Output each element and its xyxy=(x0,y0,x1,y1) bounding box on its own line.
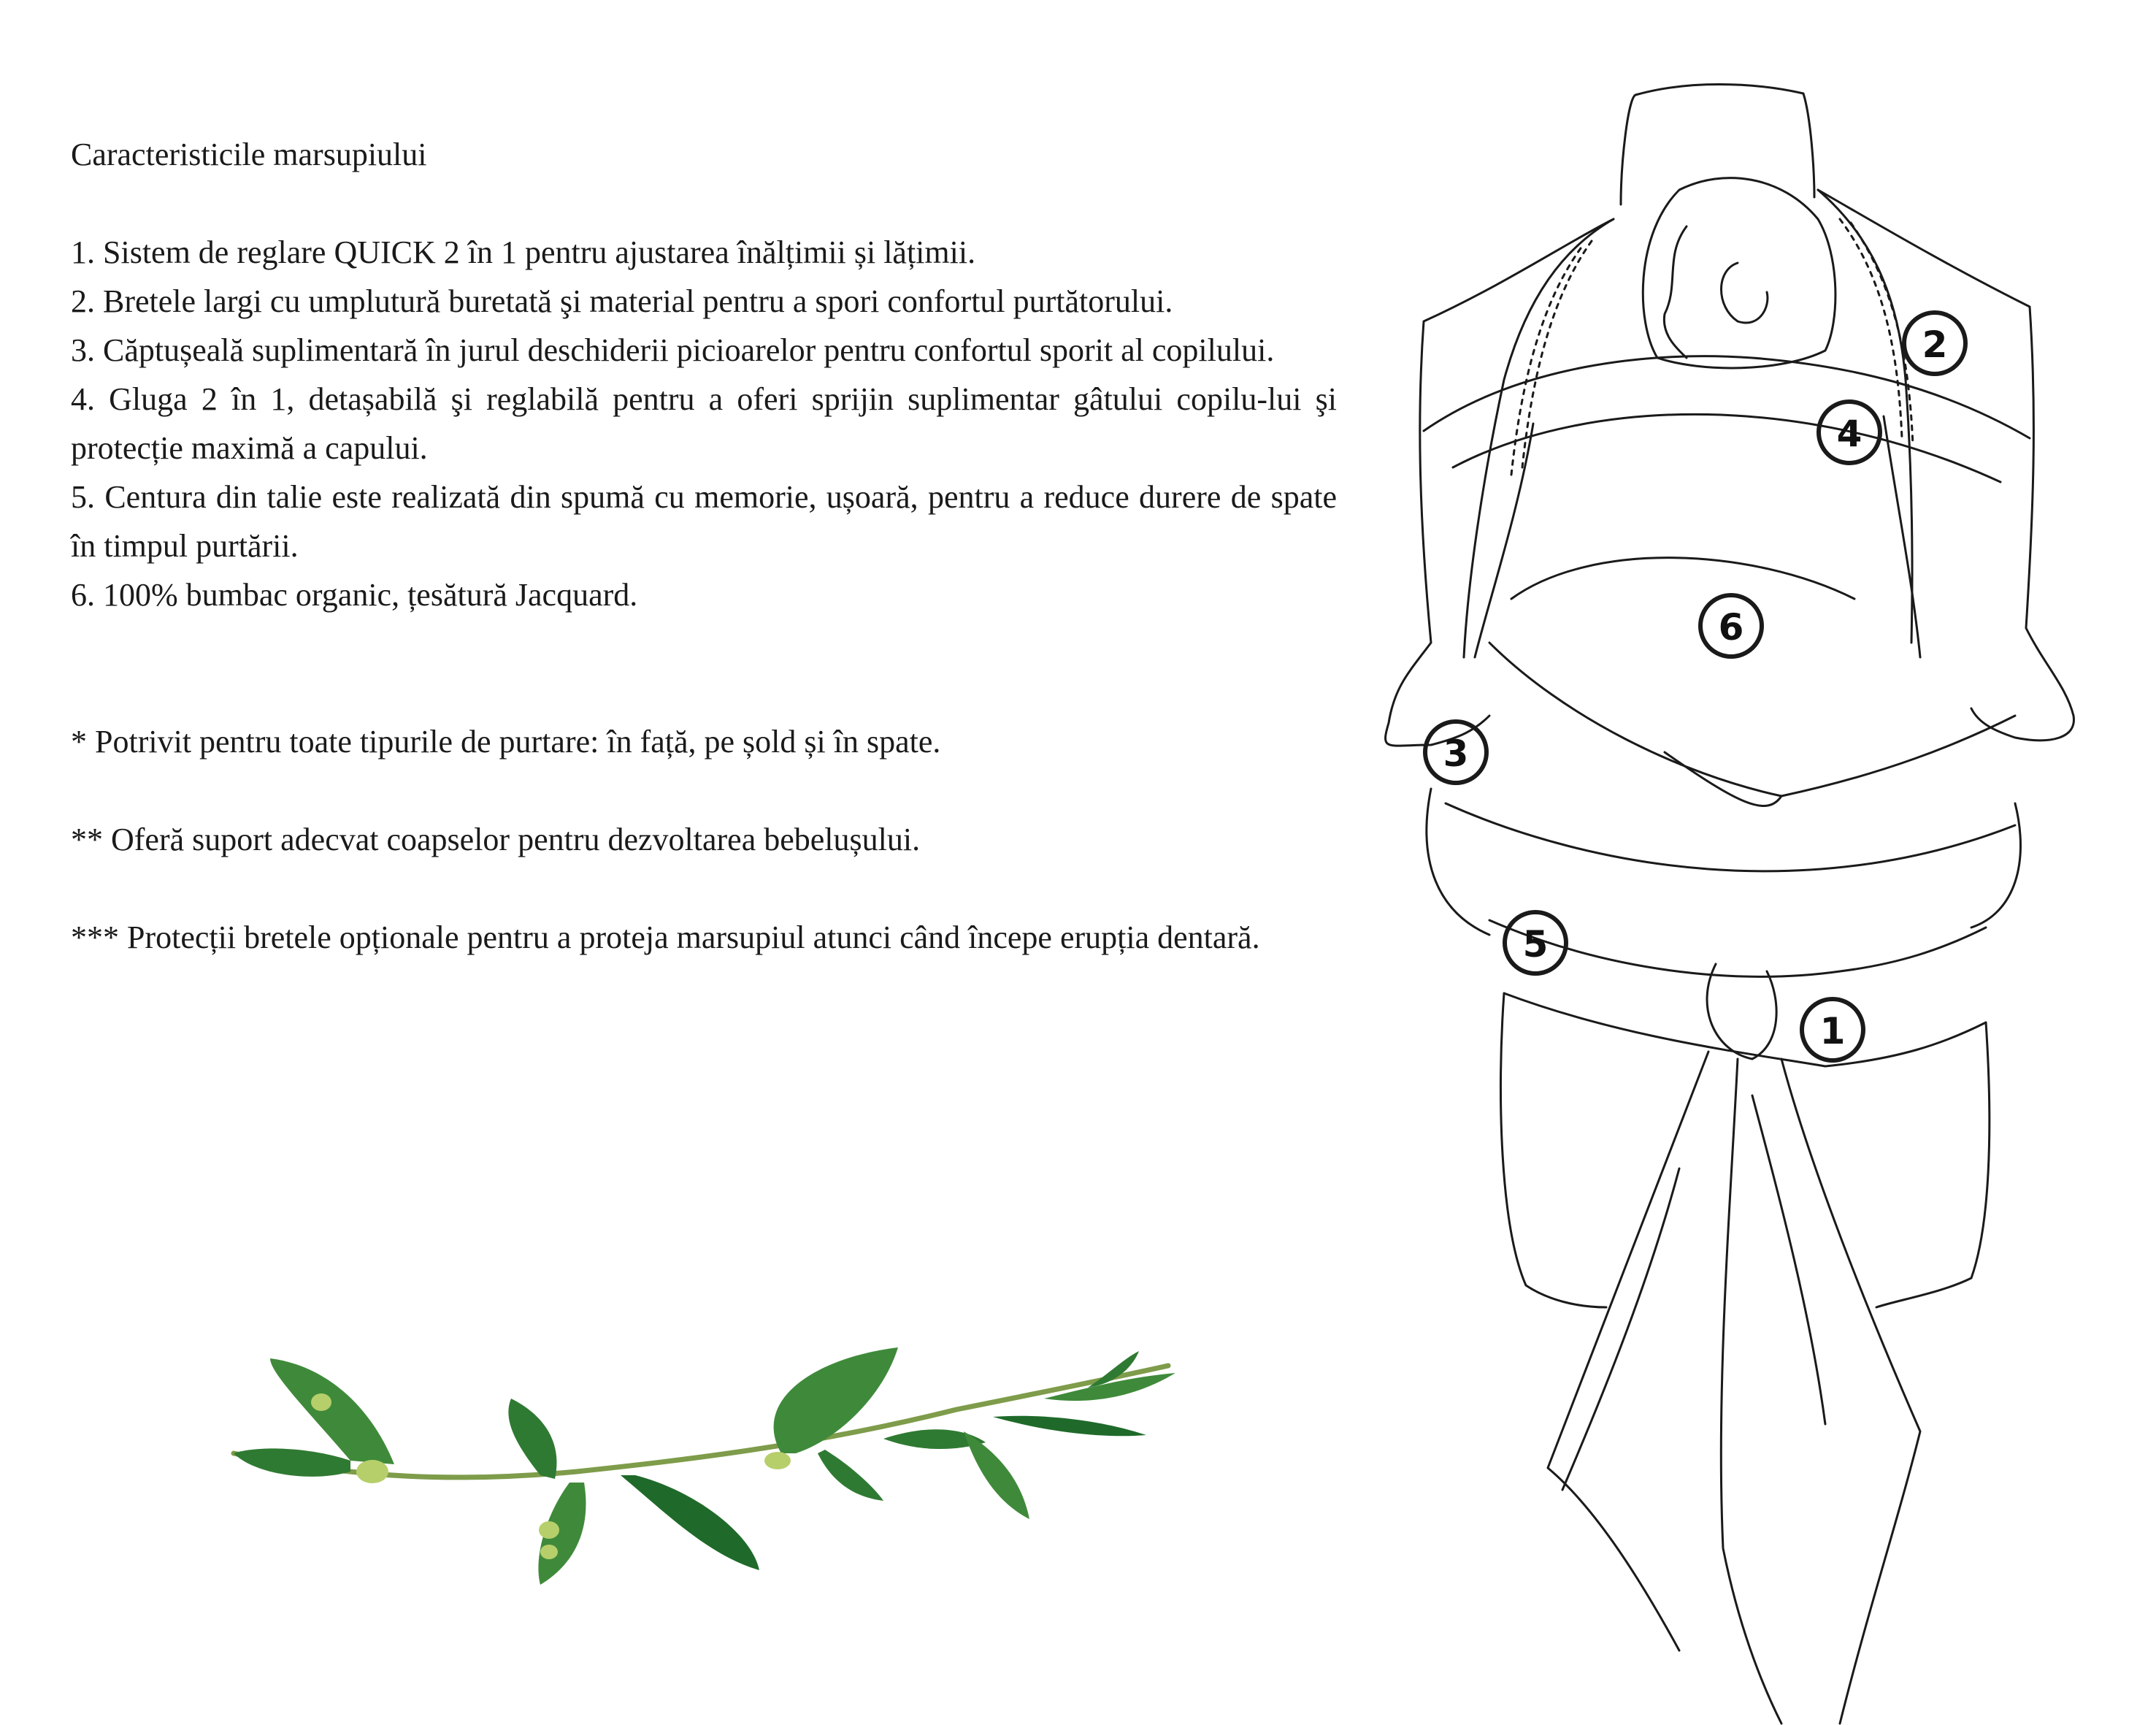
baby-profile xyxy=(1664,226,1687,358)
hood-right-edge xyxy=(1884,416,1920,657)
leaves xyxy=(234,1347,1175,1585)
features-text xyxy=(71,130,1337,962)
sash-tail-fold xyxy=(1752,1095,1825,1424)
marker-1 xyxy=(1802,999,1863,1060)
spacer xyxy=(71,864,1337,913)
note-2: ** Oferă suport adecvat coapselor pentru dezvoltarea bebelușului. xyxy=(71,822,921,857)
sash-tail-left xyxy=(1548,1052,1708,1651)
spacer xyxy=(71,766,1337,815)
leaf xyxy=(270,1358,394,1464)
spacer xyxy=(71,619,1337,717)
hood-lower xyxy=(1453,414,2000,482)
marker-3 xyxy=(1425,722,1486,783)
svg-text:3: 3 xyxy=(1443,733,1469,775)
feature-5: 5. Centura din talie este realizată din spumă cu memorie, ușoară, pentru a reduce durere de spate în timpul purtării. xyxy=(71,479,1337,564)
sash-lower xyxy=(1446,803,2015,871)
wearer-neck xyxy=(1621,85,1814,205)
leaf-spot xyxy=(764,1452,791,1469)
leaf-branch-icon xyxy=(226,1344,1190,1599)
leaf-spot xyxy=(356,1460,388,1483)
svg-text:6: 6 xyxy=(1718,606,1744,649)
leaf xyxy=(818,1450,883,1501)
marker-4 xyxy=(1819,402,1880,463)
waist-belt-lower xyxy=(1504,993,1986,1066)
sash-tail-right xyxy=(1781,1059,1920,1724)
right-shoulder xyxy=(1818,190,2073,741)
sash-tail-middle xyxy=(1721,1059,1781,1724)
baby-carrier-diagram xyxy=(1373,73,2103,1724)
note-3: *** Protecții bretele opționale pentru a proteja marsupiul atunci când începe erupția dentară. xyxy=(71,919,1260,955)
right-leg-opening xyxy=(1971,803,2021,927)
leaf xyxy=(993,1416,1146,1437)
sash-tail-fold-2 xyxy=(1562,1169,1679,1490)
feature-3: 3. Căptușeală suplimentară în jurul deschiderii picioarelor pentru confortul sporit al copilului. xyxy=(71,332,1275,368)
torso-left xyxy=(1500,993,1606,1307)
note-1: * Potrivit pentru toate tipurile de purtare: în față, pe șold și în spate. xyxy=(71,724,941,760)
torso-right xyxy=(1876,1022,1990,1307)
leaf-spot xyxy=(540,1545,558,1559)
svg-text:1: 1 xyxy=(1819,1010,1846,1052)
left-shoulder xyxy=(1386,219,1614,746)
sash-upper xyxy=(1489,643,2015,796)
feature-4: 4. Gluga 2 în 1, detașabilă şi reglabilă pentru a oferi sprijin suplimentar gâtului copilu-lui şi protecție maximă a capului. xyxy=(71,381,1337,466)
leaf xyxy=(964,1431,1029,1519)
hood-left-edge xyxy=(1475,424,1533,657)
page-title: Caracteristicile marsupiului xyxy=(71,137,427,172)
leaf xyxy=(621,1475,759,1570)
feature-2: 2. Bretele largi cu umplutură buretată şi material pentru a spori confortul purtătorului. xyxy=(71,283,1173,319)
leaf xyxy=(508,1399,556,1479)
left-leg-opening xyxy=(1427,789,1489,935)
marker-5 xyxy=(1505,912,1566,974)
baby-ear xyxy=(1722,263,1768,323)
leaf xyxy=(234,1448,350,1476)
knot xyxy=(1707,964,1776,1059)
svg-text:4: 4 xyxy=(1836,413,1862,455)
leaf-spot xyxy=(311,1393,331,1411)
marker-2 xyxy=(1904,313,1965,374)
leaf-spot xyxy=(539,1521,559,1539)
panel-top xyxy=(1511,558,1854,599)
feature-6: 6. 100% bumbac organic, țesătură Jacquard. xyxy=(71,577,638,613)
marker-6 xyxy=(1700,595,1762,657)
svg-text:2: 2 xyxy=(1922,324,1948,366)
feature-1: 1. Sistem de reglare QUICK 2 în 1 pentru ajustarea înălțimii și lățimii. xyxy=(71,234,976,270)
svg-text:5: 5 xyxy=(1522,923,1549,965)
left-strap xyxy=(1464,219,1614,657)
